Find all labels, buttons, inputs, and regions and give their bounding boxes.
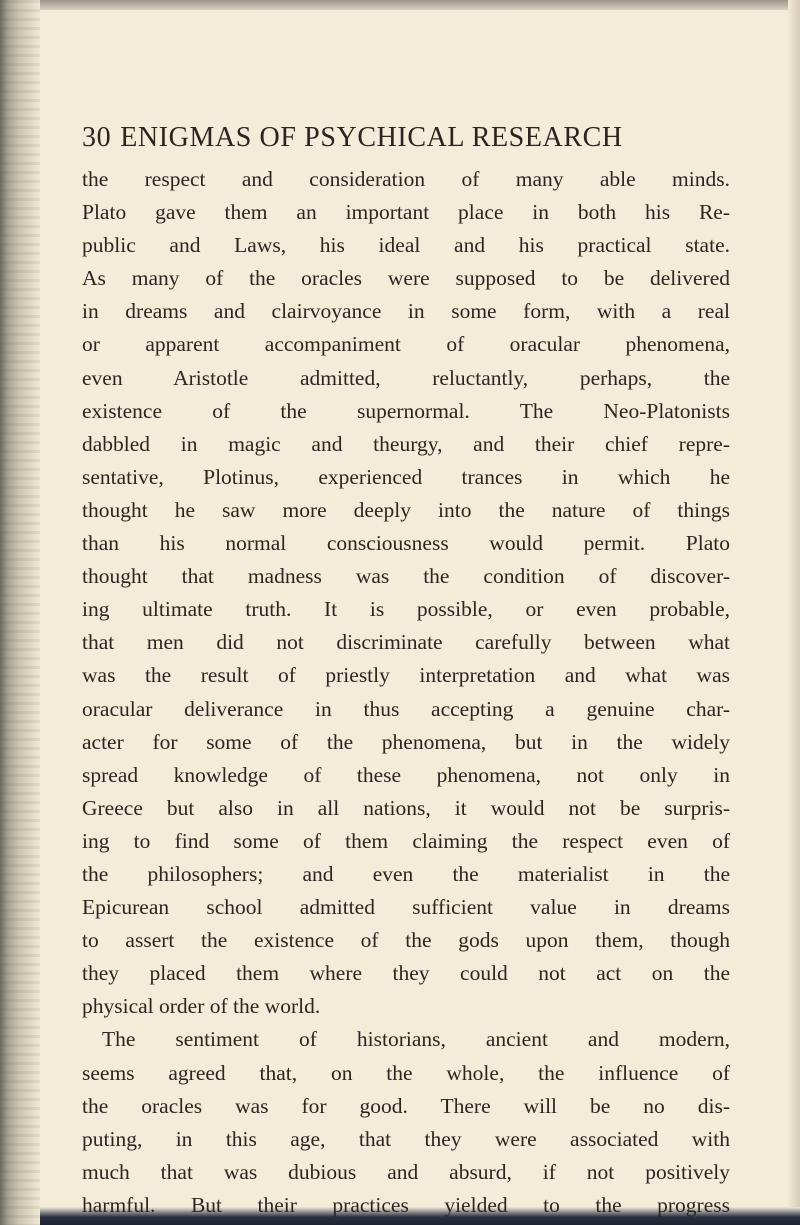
- text-line: existence of the supernormal. The Neo-Platonists: [82, 398, 730, 423]
- text-line: they placed them where they could not act on the: [82, 961, 730, 986]
- paragraph-end-line: physical order of the world.: [82, 994, 321, 1019]
- paragraph-start-line: The sentiment of historians, ancient and modern,: [102, 1027, 730, 1052]
- book-binding-edge: [0, 0, 40, 1225]
- text-line: in dreams and clairvoyance in some form, with a real: [82, 299, 730, 324]
- text-line: As many of the oracles were supposed to be delivered: [82, 266, 730, 291]
- page-number: 30: [82, 122, 112, 153]
- text-line: to assert the existence of the gods upon them, though: [82, 928, 730, 953]
- text-line: ing to find some of them claiming the respect even of: [82, 828, 730, 853]
- text-line: Greece but also in all nations, it would not be surpris-: [82, 795, 730, 820]
- text-line: oracular deliverance in thus accepting a genuine char-: [82, 696, 730, 721]
- text-line: ing ultimate truth. It is possible, or even probable,: [82, 597, 730, 622]
- page-top-edge: [0, 0, 800, 10]
- page-right-edge: [788, 0, 800, 1225]
- text-line: harmful. But their practices yielded to the progress: [82, 1192, 730, 1217]
- text-line: seems agreed that, on the whole, the influence of: [82, 1060, 730, 1085]
- text-line: the philosophers; and even the materialist in the: [82, 861, 730, 886]
- text-line: the oracles was for good. There will be no dis-: [82, 1093, 730, 1118]
- text-line: that men did not discriminate carefully between what: [82, 630, 730, 655]
- text-line: Plato gave them an important place in both his Re-: [82, 200, 730, 225]
- text-line: public and Laws, his ideal and his practical state.: [82, 233, 730, 258]
- text-line: than his normal consciousness would permit. Plato: [82, 531, 730, 556]
- body-text: [82, 163, 730, 1222]
- text-line: much that was dubious and absurd, if not positively: [82, 1159, 730, 1184]
- text-line: spread knowledge of these phenomena, not only in: [82, 762, 730, 787]
- text-line: thought that madness was the condition of discover-: [82, 564, 730, 589]
- text-line: dabbled in magic and theurgy, and their chief repre-: [82, 431, 730, 456]
- text-line: acter for some of the phenomena, but in the widely: [82, 729, 730, 754]
- text-line: puting, in this age, that they were associated with: [82, 1126, 730, 1151]
- text-line: Epicurean school admitted sufficient value in dreams: [82, 895, 730, 920]
- text-line: sentative, Plotinus, experienced trances in which he: [82, 464, 730, 489]
- text-line: thought he saw more deeply into the nature of things: [82, 497, 730, 522]
- text-line: was the result of priestly interpretation and what was: [82, 663, 730, 688]
- text-line: even Aristotle admitted, reluctantly, perhaps, the: [82, 365, 730, 390]
- text-line: the respect and consideration of many able minds.: [82, 167, 730, 191]
- text-line: or apparent accompaniment of oracular phenomena,: [82, 332, 730, 357]
- running-head: [82, 121, 623, 155]
- running-title: ENIGMAS OF PSYCHICAL RESEARCH: [120, 122, 623, 153]
